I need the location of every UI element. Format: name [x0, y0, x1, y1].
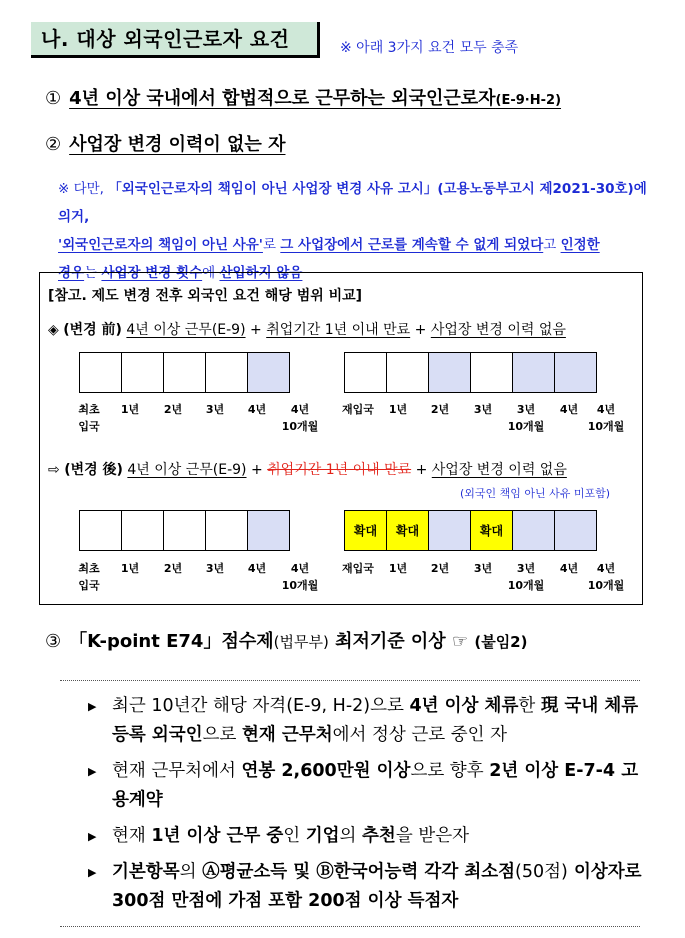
note-line-1: ※ 다만, 「외국인근로자의 책임이 아닌 사업장 변경 사유 고시」(고용노동부고시 제2021-30호)에 의거, [58, 181, 647, 225]
tick-label: 2년 [430, 403, 450, 416]
cell-highlight [554, 352, 597, 393]
cell-highlight [247, 352, 290, 393]
tick-label: 4년 10개월 [281, 403, 319, 433]
tick-label: 재입국 [342, 562, 374, 575]
cell-highlight [554, 510, 597, 551]
cell-highlight [247, 510, 290, 551]
divider-top [60, 680, 640, 681]
tick-label: 4년 10개월 [587, 403, 625, 433]
list-item: ▶ 최근 10년간 해당 자격(E-9, H-2)으로 4년 이상 체류한 現 국내 체류 등록 외국인으로 현재 근무처에서 정상 근로 중인 자 [88, 692, 643, 750]
tick-label: 3년 [205, 403, 225, 416]
cell-highlight [512, 510, 555, 551]
triangle-bullet-icon: ▶ [88, 765, 97, 778]
cell-highlight [512, 352, 555, 393]
tick-label: 2년 [163, 403, 183, 416]
cell [79, 352, 122, 393]
req2-number: ② [45, 134, 62, 155]
tick-label: 4년 [559, 403, 579, 416]
tick-label: 4년 10개월 [281, 562, 319, 592]
requirement-1 [45, 84, 561, 110]
divider-bottom [60, 926, 640, 927]
req1-text: 4년 이상 국내에서 합법적으로 근무하는 외국인근로자(E-9·H-2) [69, 88, 562, 109]
cell-highlight [428, 352, 471, 393]
tick-label: 4년 [247, 403, 267, 416]
tick-label: 3년 10개월 [507, 403, 545, 433]
tick-label: 최초 입국 [78, 562, 100, 592]
cell [344, 352, 387, 393]
after-timeline-right [344, 510, 597, 551]
after-label: ⇨ (변경 後) 4년 이상 근무(E-9) + 취업기간 1년 이내 만료 + 사업장 변경 이력 없음 [48, 462, 567, 478]
req2-text: 사업장 변경 이력이 없는 자 [69, 134, 286, 155]
req1-sub: (E-9·H-2) [495, 93, 562, 108]
tick-label: 3년 [473, 562, 493, 575]
tick-label: 2년 [430, 562, 450, 575]
tick-label: 4년 10개월 [587, 562, 625, 592]
cell-highlight [428, 510, 471, 551]
cell-expand: 확대 [386, 510, 429, 551]
note-line-3: 경우는 사업장 변경 횟수에 산입하지 않음 [58, 265, 303, 281]
after-sub-note: (외국인 책임 아닌 사유 미포함) [460, 487, 611, 500]
tick-label: 1년 [120, 562, 140, 575]
triangle-bullet-icon: ▶ [88, 700, 97, 713]
tick-label: 2년 [163, 562, 183, 575]
triangle-bullet-icon: ▶ [88, 830, 97, 843]
note-line-2: '외국인근로자의 책임이 아닌 사유'로 그 사업장에서 근로를 계속할 수 없게 되었다고 인정한 [58, 237, 600, 253]
after-timeline-left [79, 510, 290, 551]
tick-label: 3년 [205, 562, 225, 575]
tick-label: 재입국 [342, 403, 374, 416]
before-timeline-left [79, 352, 290, 393]
list-item: ▶ 기본항목의 Ⓐ평균소득 및 Ⓑ한국어능력 각각 최소점(50점) 이상자로 300점 만점에 가점 포함 200점 이상 득점자 [88, 858, 643, 916]
cell [121, 352, 164, 393]
cell-expand: 확대 [344, 510, 387, 551]
before-label: ◈ (변경 前) 4년 이상 근무(E-9) + 취업기간 1년 이내 만료 + 사업장 변경 이력 없음 [48, 322, 566, 338]
tick-label: 1년 [388, 403, 408, 416]
cell [386, 352, 429, 393]
list-item: ▶ 현재 1년 이상 근무 중인 기업의 추천을 받은자 [88, 822, 643, 851]
before-timeline-right [344, 352, 597, 393]
tick-label: 3년 [473, 403, 493, 416]
cell [121, 510, 164, 551]
exception-note [58, 175, 648, 287]
section-title: 나. 대상 외국인근로자 요건 [31, 22, 320, 58]
triangle-bullet-icon: ▶ [88, 866, 97, 879]
comparison-title: [참고. 제도 변경 전후 외국인 요건 해당 범위 비교] [48, 288, 363, 304]
list-item: ▶ 현재 근무처에서 연봉 2,600만원 이상으로 향후 2년 이상 E-7-4 고용계약 [88, 757, 643, 815]
tick-label: 4년 [559, 562, 579, 575]
k-point-criteria-list [88, 692, 643, 923]
cell [205, 352, 248, 393]
tick-label: 3년 10개월 [507, 562, 545, 592]
requirement-3: ③ 「K-point E74」점수제(법무부) 최저기준 이상 ☞ (붙임2) [45, 631, 528, 652]
section-note: ※ 아래 3가지 요건 모두 충족 [340, 40, 519, 56]
cell [205, 510, 248, 551]
tick-label: 4년 [247, 562, 267, 575]
requirement-2 [45, 130, 285, 156]
cell [470, 352, 513, 393]
comparison-box [39, 272, 643, 605]
tick-label: 1년 [388, 562, 408, 575]
tick-label: 최초 입국 [78, 403, 100, 433]
cell [163, 352, 206, 393]
cell [163, 510, 206, 551]
req1-number: ① [45, 88, 62, 109]
cell [79, 510, 122, 551]
tick-label: 1년 [120, 403, 140, 416]
cell-expand: 확대 [470, 510, 513, 551]
